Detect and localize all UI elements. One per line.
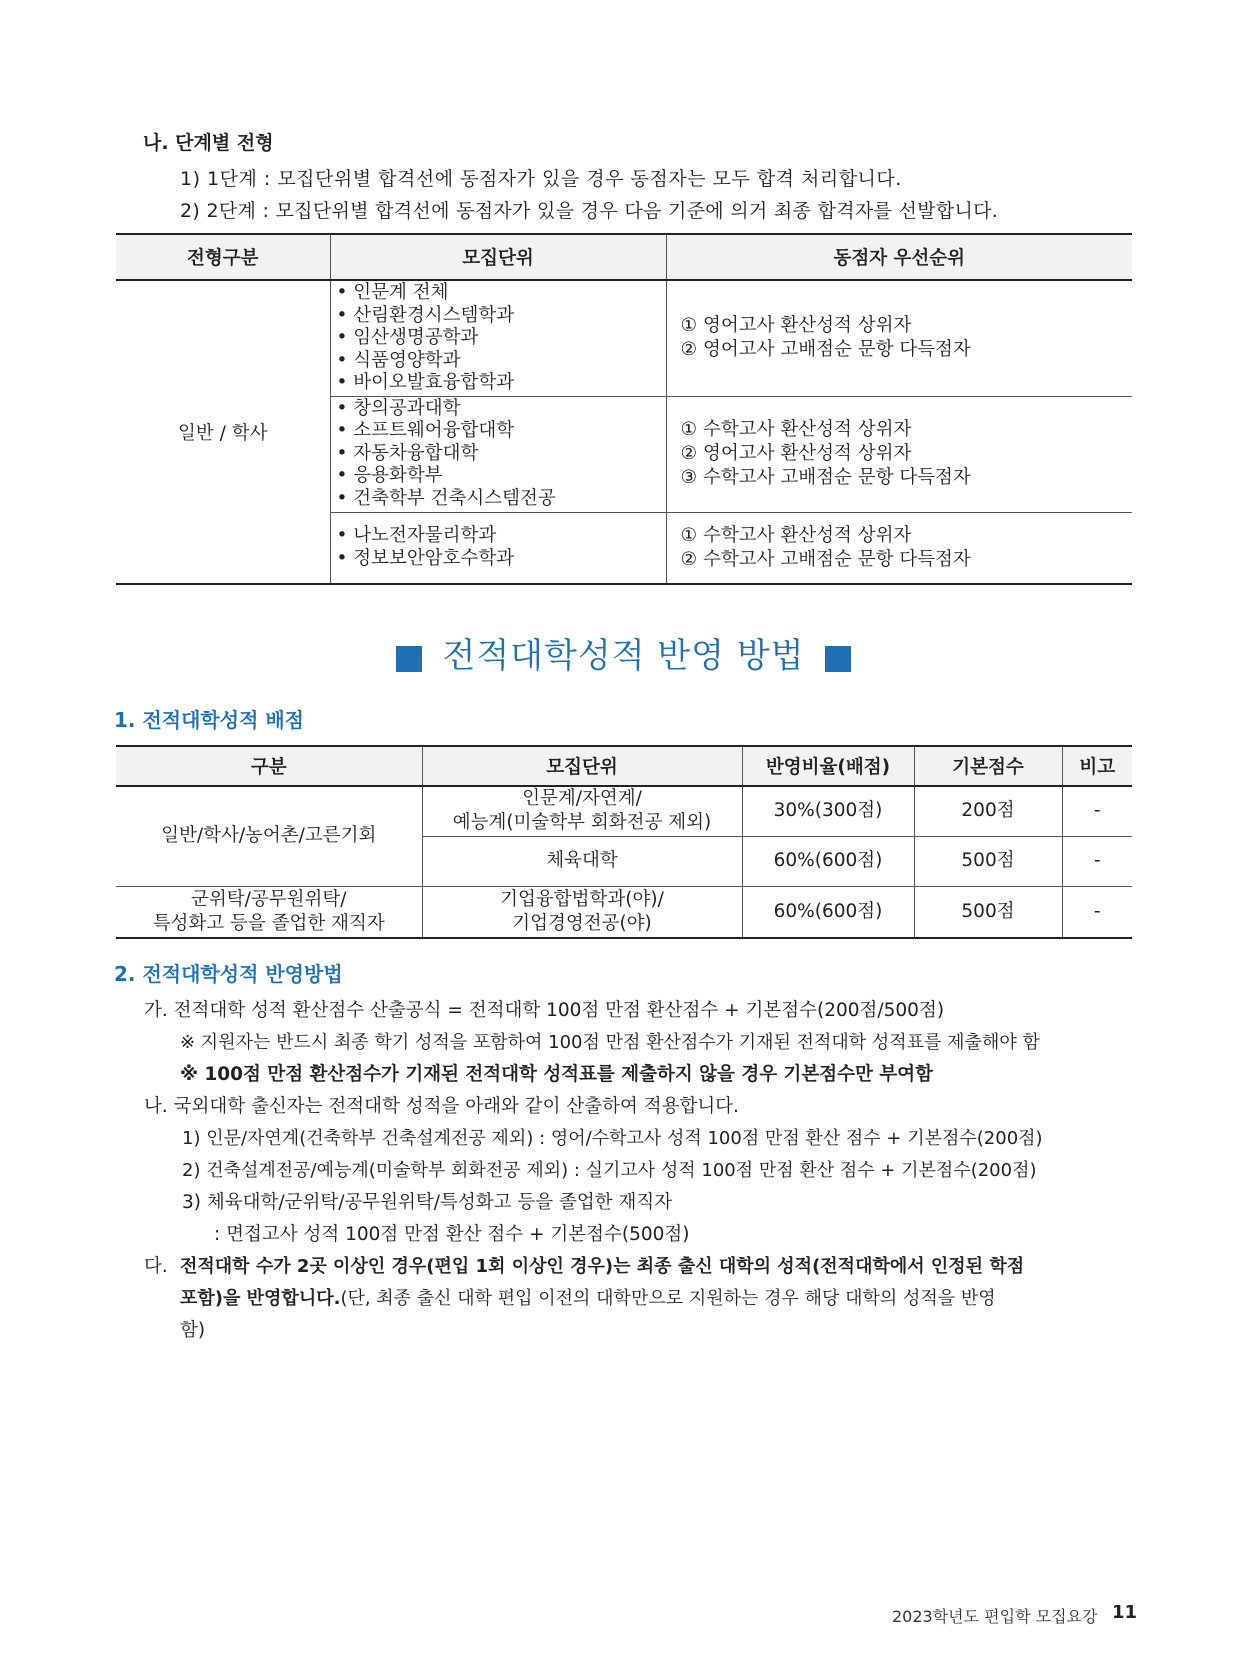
unit-list — [330, 396, 666, 512]
list-item: • 정보보안암호수학과 — [336, 547, 515, 569]
method-ga: 가. 전적대학 성적 환산점수 산출공식 = 전적대학 100점 만점 환산점수 + 기본점수(200점/500점) — [144, 1000, 945, 1021]
note-cell: - — [1062, 886, 1132, 938]
stage2-text: 2) 2단계 : 모집단위별 합격선에 동점자가 있을 경우 다음 기준에 의거 최종 합격자를 선발합니다. — [180, 200, 999, 222]
list-item: ① 수학고사 환산성적 상위자 — [680, 524, 912, 546]
unit-cell — [422, 786, 742, 836]
list-item: ③ 수학고사 고배점순 문항 다득점자 — [680, 467, 971, 488]
main-heading — [0, 628, 1247, 677]
method-na1: 1) 인문/자연계(건축학부 건축설계전공 제외) : 영어/수학고사 성적 100점 만점 환산 점수 + 기본점수(200점) — [182, 1128, 1043, 1149]
type-cell — [116, 886, 422, 938]
ratio-cell: 60%(600점) — [742, 836, 914, 886]
unit-cell: 체육대학 — [422, 836, 742, 886]
method-na3b: : 면접고사 성적 100점 만점 환산 점수 + 기본점수(500점) — [214, 1224, 690, 1245]
col-header: 기본점수 — [914, 746, 1062, 786]
list-item: • 건축학부 건축시스템전공 — [336, 487, 556, 509]
list-item: ① 영어고사 환산성적 상위자 — [680, 315, 912, 337]
method-da-line3: 함) — [180, 1320, 206, 1341]
list-item: • 창의공과대학 — [336, 397, 461, 419]
method-note1: ※ 지원자는 반드시 최종 학기 성적을 포함하여 100점 만점 환산점수가 기재된 전적대학 성적표를 제출해야 함 — [180, 1032, 1040, 1053]
base-cell: 500점 — [914, 836, 1062, 886]
footer-text: 2023학년도 편입학 모집요강 — [892, 1607, 1098, 1626]
col-header: 동점자 우선순위 — [666, 234, 1132, 280]
method-da-line1: 전적대학 수가 2곳 이상인 경우(편입 1회 이상인 경우)는 최종 출신 대학의 성적(전적대학에서 인정된 학점 — [180, 1256, 1025, 1277]
type-cell: 일반 / 학사 — [116, 280, 330, 584]
list-item: • 임산생명공학과 — [336, 327, 479, 348]
list-item: ② 영어고사 고배점순 문항 다득점자 — [680, 339, 971, 361]
list-item: • 인문계 전체 — [336, 282, 449, 303]
score-table — [116, 745, 1132, 939]
type-cell: 일반/학사/농어촌/고른기회 — [116, 786, 422, 886]
col-header: 모집단위 — [330, 234, 666, 280]
col-header: 반영비율(배점) — [742, 746, 914, 786]
priority-list — [666, 396, 1132, 512]
list-item: ② 영어고사 환산성적 상위자 — [680, 443, 912, 464]
tiebreak-table — [116, 233, 1132, 585]
method-note2: ※ 100점 만점 환산점수가 기재된 전적대학 성적표를 제출하지 않을 경우 기본점수만 부여함 — [180, 1064, 933, 1085]
stage1-text: 1) 1단계 : 모집단위별 합격선에 동점자가 있을 경우 동점자는 모두 합격 처리합니다. — [180, 168, 902, 190]
subsection-title: 1. 전적대학성적 배점 — [114, 708, 304, 732]
unit-list — [330, 280, 666, 396]
list-item: ① 수학고사 환산성적 상위자 — [680, 419, 912, 440]
ratio-cell: 60%(600점) — [742, 886, 914, 938]
method-na3: 3) 체육대학/군위탁/공무원위탁/특성화고 등을 졸업한 재직자 — [182, 1192, 673, 1213]
note-cell: - — [1062, 786, 1132, 836]
list-item: • 응용화학부 — [336, 465, 443, 487]
note-cell: - — [1062, 836, 1132, 886]
unit-line: 기업융합법학과(야)/ — [500, 888, 664, 910]
type-line: 군위탁/공무원위탁/ — [191, 888, 347, 910]
col-header: 모집단위 — [422, 746, 742, 786]
subsection-title: 2. 전적대학성적 반영방법 — [114, 962, 343, 986]
square-icon — [825, 646, 851, 672]
page-number: 11 — [1112, 1602, 1138, 1623]
col-header: 비고 — [1062, 746, 1132, 786]
base-cell: 200점 — [914, 786, 1062, 836]
col-header: 전형구분 — [116, 234, 330, 280]
unit-line: 예능계(미술학부 회화전공 제외) — [452, 812, 712, 834]
method-na: 나. 국외대학 출신자는 전적대학 성적을 아래와 같이 산출하여 적용합니다. — [144, 1096, 739, 1117]
list-item: • 나노전자물리학과 — [336, 525, 497, 547]
method-da-prefix: 다. — [144, 1256, 168, 1277]
square-icon — [396, 646, 422, 672]
base-cell: 500점 — [914, 886, 1062, 938]
method-da-normal: (단, 최종 출신 대학 편입 이전의 대학만으로 지원하는 경우 해당 대학의 성적을 반영 — [340, 1288, 996, 1309]
list-item: • 산림환경시스템학과 — [336, 304, 515, 326]
type-line: 특성화고 등을 졸업한 재직자 — [152, 912, 385, 934]
unit-cell — [422, 886, 742, 938]
col-header: 구분 — [116, 746, 422, 786]
ratio-cell: 30%(300점) — [742, 786, 914, 836]
main-title: 전적대학성적 반영 방법 — [442, 636, 805, 676]
method-da-line2 — [180, 1284, 996, 1310]
list-item: • 소프트웨어융합대학 — [336, 420, 515, 442]
list-item: • 바이오발효융합학과 — [336, 372, 515, 393]
unit-line: 기업경영전공(야) — [512, 912, 652, 934]
method-da-bold: 포함)을 반영합니다. — [180, 1288, 341, 1309]
method-na2: 2) 건축설계전공/예능계(미술학부 회화전공 제외) : 실기고사 성적 100점 만점 환산 점수 + 기본점수(200점) — [182, 1160, 1037, 1181]
unit-line: 인문계/자연계/ — [522, 788, 642, 810]
priority-list — [666, 280, 1132, 396]
unit-list — [330, 512, 666, 584]
section-title: 나. 단계별 전형 — [143, 132, 274, 154]
list-item: ② 수학고사 고배점순 문항 다득점자 — [680, 548, 971, 570]
list-item: • 식품영양학과 — [336, 349, 461, 371]
priority-list — [666, 512, 1132, 584]
list-item: • 자동차융합대학 — [336, 442, 479, 464]
